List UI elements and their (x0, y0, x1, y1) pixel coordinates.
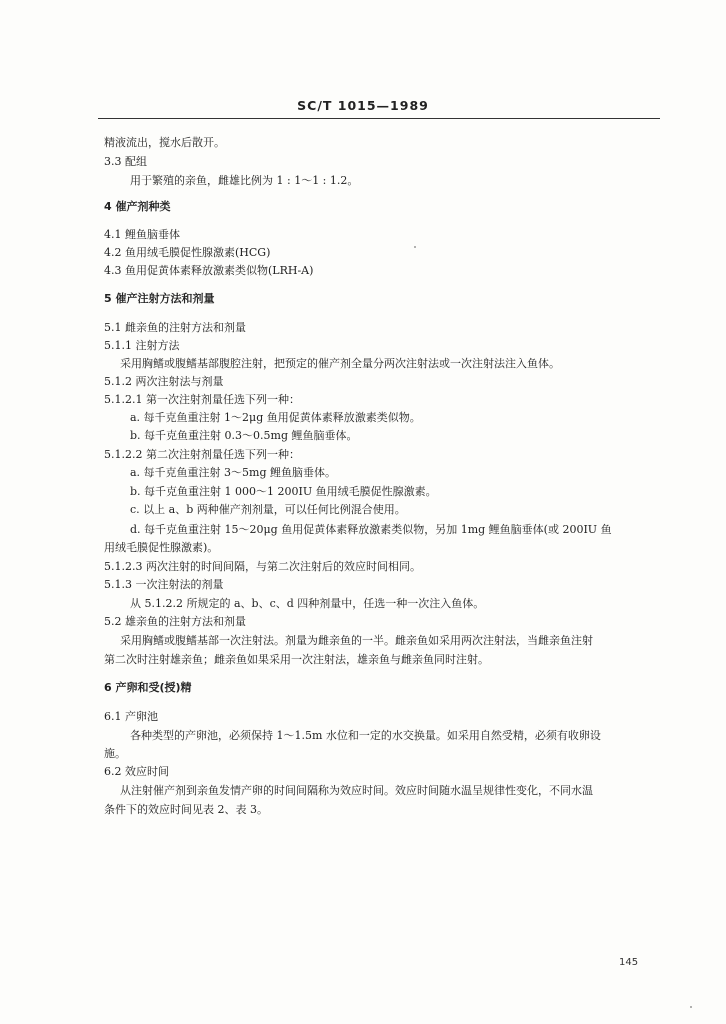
item-second-d: d. 每千克鱼重注射 15～20μg 鱼用促黄体素释放激素类似物，另加 1mg 鲤鱼脑垂体(或 200IU 鱼 (130, 523, 612, 536)
section-5-1: 5.1 雌亲鱼的注射方法和剂量 (104, 321, 246, 334)
item-first-a: a. 每千克鱼重注射 1～2μg 鱼用促黄体素释放激素类似物。 (130, 411, 421, 424)
section-4-1: 4.1 鲤鱼脑垂体 (104, 228, 180, 241)
section-4-title: 4 催产剂种类 (104, 200, 171, 213)
section-5-2: 5.2 雄亲鱼的注射方法和剂量 (104, 615, 246, 628)
section-3-3-title: 3.3 配组 (104, 155, 147, 168)
text-spawning-pool-2: 施。 (104, 747, 126, 760)
header-rule (98, 118, 660, 119)
document-header-code: SC/T 1015—1989 (297, 98, 429, 113)
item-second-b: b. 每千克鱼重注射 1 000～1 200IU 鱼用绒毛膜促性腺激素。 (130, 485, 437, 498)
page-number: 145 (619, 957, 639, 968)
item-second-c: c. 以上 a、b 两种催产剂剂量，可以任何比例混合使用。 (130, 503, 406, 516)
section-5-1-3: 5.1.3 一次注射法的剂量 (104, 578, 224, 591)
section-4-2: 4.2 鱼用绒毛膜促性腺激素(HCG) (104, 246, 271, 259)
item-second-a: a. 每千克鱼重注射 3～5mg 鲤鱼脑垂体。 (130, 466, 337, 479)
text-injection-method: 采用胸鳍或腹鳍基部腹腔注射，把预定的催产剂全量分两次注射法或一次注射法注入鱼体。 (120, 357, 560, 370)
scan-speck (414, 246, 416, 248)
section-5-1-2-2: 5.1.2.2 第二次注射剂量任选下列一种： (104, 448, 300, 461)
section-4-3: 4.3 鱼用促黄体素释放激素类似物(LRH-A) (104, 264, 314, 277)
section-5-1-2-3: 5.1.2.3 两次注射的时间间隔，与第二次注射后的效应时间相同。 (104, 560, 421, 573)
section-5-1-1: 5.1.1 注射方法 (104, 339, 180, 352)
item-second-d-cont: 用绒毛膜促性腺激素)。 (104, 541, 219, 554)
scan-speck (690, 1006, 692, 1008)
section-6-2: 6.2 效应时间 (104, 765, 169, 778)
text-male-injection-2: 第二次时注射雄亲鱼；雌亲鱼如果采用一次注射法，雄亲鱼与雌亲鱼同时注射。 (104, 653, 489, 666)
text-male-injection-1: 采用胸鳍或腹鳍基部一次注射法。剂量为雌亲鱼的一半。雌亲鱼如采用两次注射法，当雌亲鱼注射 (120, 634, 593, 647)
item-first-b: b. 每千克鱼重注射 0.3～0.5mg 鲤鱼脑垂体。 (130, 429, 358, 442)
section-5-1-2-1: 5.1.2.1 第一次注射剂量任选下列一种： (104, 393, 300, 406)
text-effect-time-1: 从注射催产剂到亲鱼发情产卵的时间间隔称为效应时间。效应时间随水温呈规律性变化，不同水温 (120, 784, 593, 797)
text-single-dose: 从 5.1.2.2 所规定的 a、b、c、d 四种剂量中，任选一种一次注入鱼体。 (130, 597, 485, 610)
section-5-title: 5 催产注射方法和剂量 (104, 292, 215, 305)
text-spawning-pool-1: 各种类型的产卵池，必须保持 1～1.5m 水位和一定的水交换量。如采用自然受精，必须有收卵设 (130, 729, 601, 742)
text-effect-time-2: 条件下的效应时间见表 2、表 3。 (104, 803, 268, 816)
text-line-pairing: 用于繁殖的亲鱼，雌雄比例为 1 : 1～1 : 1.2。 (130, 174, 359, 187)
text-line-1: 精液流出，搅水后散开。 (104, 136, 225, 149)
section-6-1: 6.1 产卵池 (104, 710, 158, 723)
section-5-1-2: 5.1.2 两次注射法与剂量 (104, 375, 224, 388)
section-6-title: 6 产卵和受(授)精 (104, 681, 192, 694)
